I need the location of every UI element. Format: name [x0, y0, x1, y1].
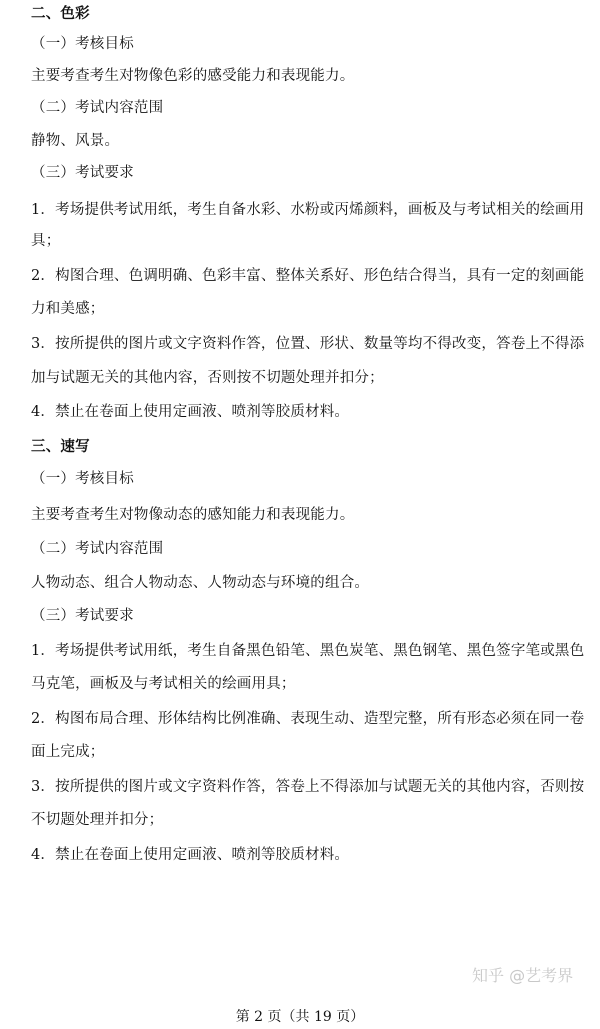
requirement-2-line-1: 2．构图布局合理、形体结构比例准确、表现生动、造型完整，所有形态必须在同一卷	[31, 711, 585, 727]
requirement-1-line-1: 1．考场提供考试用纸，考生自备水彩、水粉或丙烯颜料，画板及与考试相关的绘画用	[31, 202, 585, 218]
requirement-3-line-1: 3．按所提供的图片或文字资料作答，答卷上不得添加与试题无关的其他内容，否则按	[31, 779, 585, 795]
paragraph-goal: 主要考查考生对物像动态的感知能力和表现能力。	[31, 507, 355, 523]
requirement-2-line-2: 力和美感；	[31, 301, 105, 317]
subheading-goal: （一）考核目标	[31, 36, 134, 52]
subheading-scope: （二）考试内容范围	[31, 100, 164, 116]
requirement-4: 4．禁止在卷面上使用定画液、喷剂等胶质材料。	[31, 404, 350, 420]
requirement-1-line-2: 具；	[31, 233, 61, 249]
requirement-3-line-2: 加与试题无关的其他内容，否则按不切题处理并扣分；	[31, 370, 384, 386]
page-number-footer: 第 2 页（共 19 页）	[235, 1009, 365, 1025]
subheading-scope: （二）考试内容范围	[31, 541, 164, 557]
requirement-3-line-1: 3．按所提供的图片或文字资料作答，位置、形状、数量等均不得改变，答卷上不得添	[31, 336, 585, 352]
subheading-goal: （一）考核目标	[31, 471, 134, 487]
paragraph-scope: 人物动态、组合人物动态、人物动态与环境的组合。	[31, 575, 370, 591]
subheading-requirements: （三）考试要求	[31, 608, 134, 624]
requirement-3-line-2: 不切题处理并扣分；	[31, 812, 164, 828]
paragraph-goal: 主要考查考生对物像色彩的感受能力和表现能力。	[31, 68, 355, 84]
subheading-requirements: （三）考试要求	[31, 165, 134, 181]
requirement-1-line-2: 马克笔，画板及与考试相关的绘画用具；	[31, 676, 296, 692]
requirement-1-line-1: 1．考场提供考试用纸，考生自备黑色铅笔、黑色炭笔、黑色钢笔、黑色签字笔或黑色	[31, 643, 585, 659]
paragraph-scope: 静物、风景。	[31, 133, 120, 149]
section-heading-color: 二、色彩	[31, 6, 90, 22]
section-heading-sketch: 三、速写	[31, 439, 90, 455]
requirement-2-line-2: 面上完成；	[31, 744, 105, 760]
requirement-2-line-1: 2．构图合理、色调明确、色彩丰富、整体关系好、形色结合得当，具有一定的刻画能	[31, 268, 585, 284]
requirement-4: 4．禁止在卷面上使用定画液、喷剂等胶质材料。	[31, 847, 350, 863]
zhihu-watermark: 知乎 @艺考界	[472, 966, 574, 985]
